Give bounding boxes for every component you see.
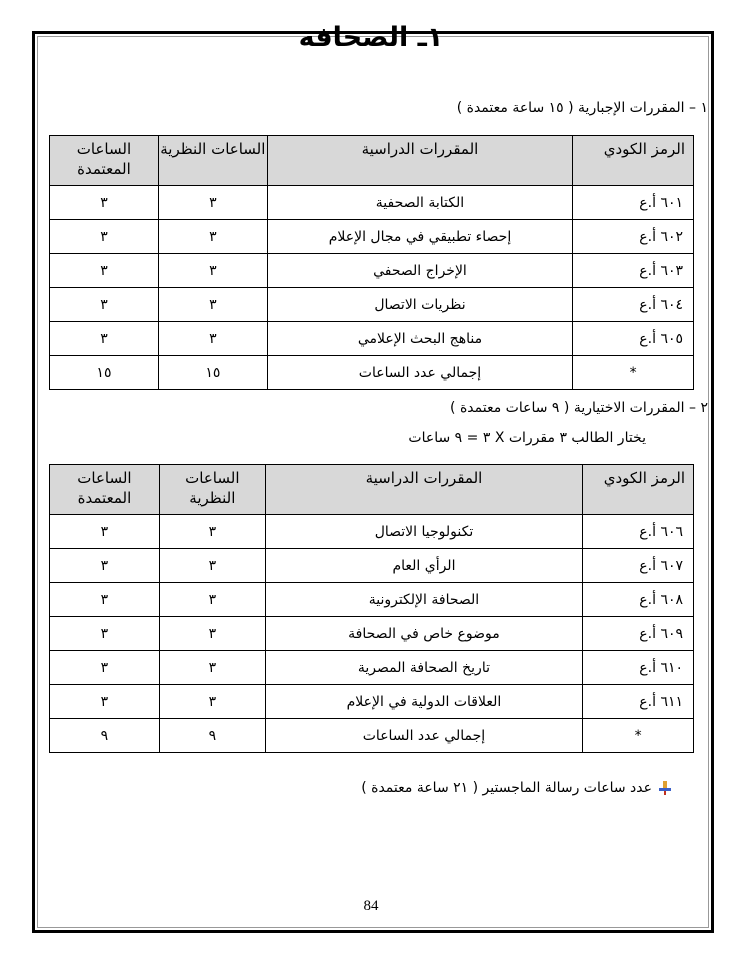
theory-hours: ٣ <box>159 515 265 549</box>
section2-heading: ٢ – المقررات الاختيارية ( ٩ ساعات معتمدة ) <box>450 400 708 416</box>
credit-hours: ٣ <box>50 549 160 583</box>
course-code: ٦٠٩ أ.ع <box>583 617 694 651</box>
theory-hours: ٣ <box>159 685 265 719</box>
pushpin-icon <box>658 781 672 795</box>
course-code: ٦٠٦ أ.ع <box>583 515 694 549</box>
credit-hours: ٣ <box>50 651 160 685</box>
total-label: إجمالي عدد الساعات <box>265 719 582 753</box>
credit-hours: ٣ <box>50 685 160 719</box>
credit-hours: ٣ <box>50 583 160 617</box>
credit-hours: ٣ <box>50 254 159 288</box>
credit-hours: ٣ <box>50 322 159 356</box>
table-row <box>50 651 694 685</box>
elective-courses-table <box>49 464 694 753</box>
course-code: ٦٠٨ أ.ع <box>583 583 694 617</box>
total-marker: * <box>583 719 694 753</box>
table-row <box>50 322 694 356</box>
table-row <box>50 617 694 651</box>
table-total-row <box>50 719 694 753</box>
table-header-row <box>50 136 694 186</box>
total-theory-hours: ١٥ <box>158 356 267 390</box>
course-code: ٦٠٧ أ.ع <box>583 549 694 583</box>
table-row <box>50 583 694 617</box>
credit-hours: ٣ <box>50 515 160 549</box>
table-row <box>50 186 694 220</box>
total-credit-hours: ٩ <box>50 719 160 753</box>
theory-hours: ٣ <box>159 651 265 685</box>
course-name: الكتابة الصحفية <box>267 186 572 220</box>
course-name: تكنولوجيا الاتصال <box>265 515 582 549</box>
theory-hours: ٣ <box>159 549 265 583</box>
table-row <box>50 288 694 322</box>
course-name: تاريخ الصحافة المصرية <box>265 651 582 685</box>
course-name: الإخراج الصحفي <box>267 254 572 288</box>
header-code: الرمز الكودي <box>573 136 694 186</box>
credit-hours: ٣ <box>50 288 159 322</box>
course-code: ٦١٠ أ.ع <box>583 651 694 685</box>
course-code: ٦٠٣ أ.ع <box>573 254 694 288</box>
header-credit-hours: الساعات المعتمدة <box>50 136 159 186</box>
theory-hours: ٣ <box>159 617 265 651</box>
theory-hours: ٣ <box>158 186 267 220</box>
course-code: ٦٠٤ أ.ع <box>573 288 694 322</box>
course-name: الصحافة الإلكترونية <box>265 583 582 617</box>
course-name: الرأي العام <box>265 549 582 583</box>
thesis-hours-note <box>361 780 672 796</box>
section2-note: يختار الطالب ٣ مقررات X ٣ = ٩ ساعات <box>408 430 646 446</box>
table-total-row <box>50 356 694 390</box>
table-header-row <box>50 465 694 515</box>
page-number: 84 <box>363 898 379 914</box>
table-row <box>50 515 694 549</box>
table-row <box>50 254 694 288</box>
header-credit-hours: الساعات المعتمدة <box>50 465 160 515</box>
thesis-hours-text: عدد ساعات رسالة الماجستير ( ٢١ ساعة معتمدة ) <box>361 780 652 796</box>
course-name: نظريات الاتصال <box>267 288 572 322</box>
theory-hours: ٣ <box>159 583 265 617</box>
table-row <box>50 685 694 719</box>
theory-hours: ٣ <box>158 288 267 322</box>
credit-hours: ٣ <box>50 186 159 220</box>
theory-hours: ٣ <box>158 220 267 254</box>
section1-heading: ١ – المقررات الإجبارية ( ١٥ ساعة معتمدة ) <box>456 100 708 116</box>
course-name: إحصاء تطبيقي في مجال الإعلام <box>267 220 572 254</box>
total-theory-hours: ٩ <box>159 719 265 753</box>
course-name: موضوع خاص في الصحافة <box>265 617 582 651</box>
page-title: ١ـ الصحافة <box>298 22 444 53</box>
header-theory-hours: الساعات النظرية <box>158 136 267 186</box>
course-code: ٦٠١ أ.ع <box>573 186 694 220</box>
theory-hours: ٣ <box>158 322 267 356</box>
course-name: مناهج البحث الإعلامي <box>267 322 572 356</box>
credit-hours: ٣ <box>50 220 159 254</box>
course-name: العلاقات الدولية في الإعلام <box>265 685 582 719</box>
table-row <box>50 549 694 583</box>
header-course: المقررات الدراسية <box>267 136 572 186</box>
total-credit-hours: ١٥ <box>50 356 159 390</box>
header-theory-hours: الساعات النظرية <box>159 465 265 515</box>
theory-hours: ٣ <box>158 254 267 288</box>
course-code: ٦١١ أ.ع <box>583 685 694 719</box>
compulsory-courses-table <box>49 135 694 390</box>
total-marker: * <box>573 356 694 390</box>
total-label: إجمالي عدد الساعات <box>267 356 572 390</box>
course-code: ٦٠٥ أ.ع <box>573 322 694 356</box>
header-code: الرمز الكودي <box>583 465 694 515</box>
header-course: المقررات الدراسية <box>265 465 582 515</box>
table-row <box>50 220 694 254</box>
credit-hours: ٣ <box>50 617 160 651</box>
course-code: ٦٠٢ أ.ع <box>573 220 694 254</box>
